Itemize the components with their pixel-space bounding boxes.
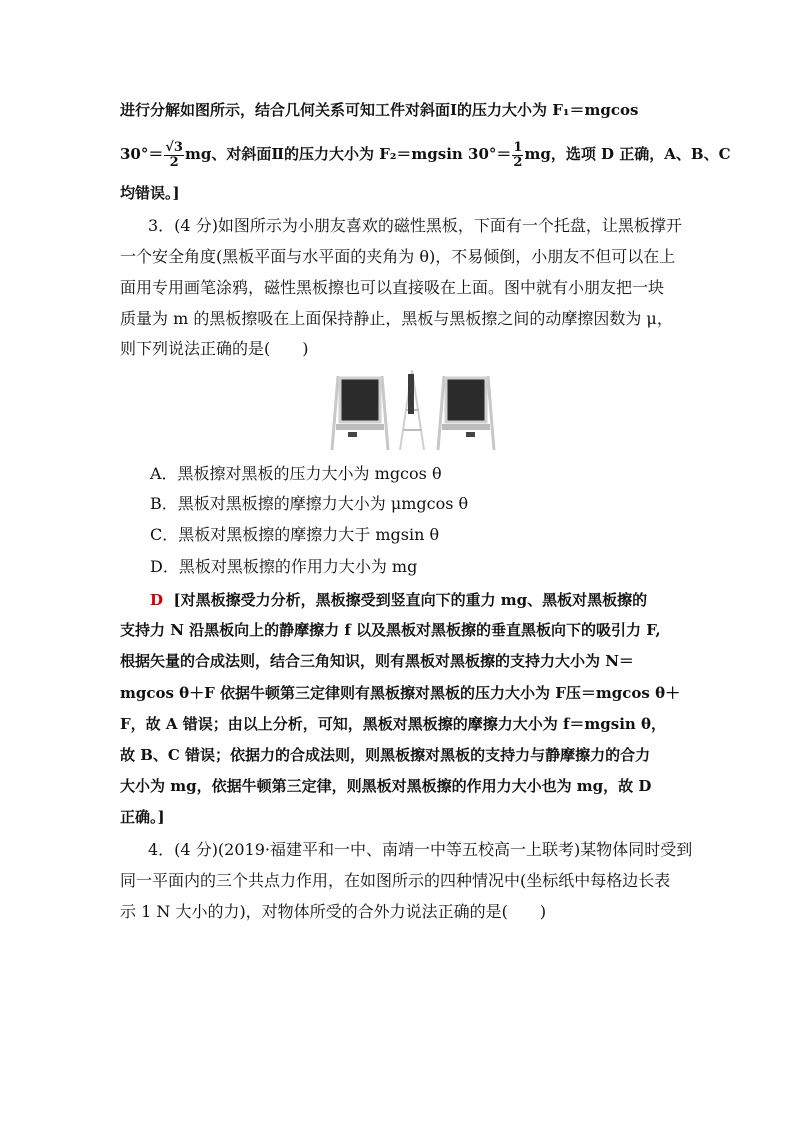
q3-answer-line-2: 支持力 N 沿黑板向上的静摩擦力 f 以及黑板对黑板擦的垂直黑板向下的吸引力 F, xyxy=(120,621,661,639)
option-b: B．黑板对黑板擦的摩擦力大小为 μmgcos θ xyxy=(150,494,469,513)
fraction-denominator: 2 xyxy=(513,154,523,170)
q3-stem-line-3: 面用专用画笔涂鸦，磁性黑板擦也可以直接吸在上面。图中就有小朋友把一块 xyxy=(120,278,665,297)
answer-letter: D xyxy=(150,591,164,609)
q3-answer-line-8: 正确。] xyxy=(120,808,165,826)
prev-l2-part-b: mg、对斜面Ⅱ的压力大小为 F₂＝mgsin 30°＝ xyxy=(184,145,512,163)
fraction-numerator: 1 xyxy=(513,139,523,155)
q3-stem-line-5: 则下列说法正确的是( ) xyxy=(120,339,309,358)
q4-stem-line-3: 示 1 N 大小的力)，对物体所受的合外力说法正确的是( ) xyxy=(120,902,547,921)
prev-answer-line-3: 均错误。] xyxy=(120,184,180,202)
option-c: C．黑板对黑板擦的摩擦力大于 mgsin θ xyxy=(150,525,440,544)
prev-answer-line-2 xyxy=(120,134,731,174)
option-d: D．黑板对黑板擦的作用力大小为 mg xyxy=(150,557,418,576)
folded-easel-side-view xyxy=(400,370,424,450)
q3-stem-line-4: 质量为 m 的黑板擦吸在上面保持静止，黑板与黑板擦之间的动摩擦因数为 μ， xyxy=(120,309,673,328)
one-half-fraction xyxy=(512,141,523,170)
sqrt3-over-2-fraction xyxy=(164,141,184,170)
q3-answer-line-5: F，故 A 错误；由以上分析，可知，黑板对黑板擦的摩擦力大小为 f＝mgsin θ， xyxy=(120,715,667,733)
q3-stem-line-1: 3．(4 分)如图所示为小朋友喜欢的磁性黑板，下面有一个托盘，让黑板撑开 xyxy=(148,216,682,235)
prev-l2-part-a: 30°＝ xyxy=(120,145,164,163)
q3-stem-line-2: 一个安全角度(黑板平面与水平面的夹角为 θ)，不易倾倒，小朋友不但可以在上 xyxy=(120,247,676,266)
q4-stem-line-1: 4．(4 分)(2019·福建平和一中、南靖一中等五校高一上联考)某物体同时受到 xyxy=(148,840,693,859)
left-easel xyxy=(332,376,388,450)
q3-answer-line-6: 故 B、C 错误；依据力的合成法则，则黑板擦对黑板的支持力与静摩擦力的合力 xyxy=(120,746,651,764)
q4-stem-line-2: 同一平面内的三个共点力作用，在如图所示的四种情况中(坐标纸中每格边长表 xyxy=(120,871,671,890)
q3-answer-line-4: mgcos θ＋F 依据牛顿第三定律则有黑板擦对黑板的压力大小为 F压＝mgcos θ＋ xyxy=(120,684,681,702)
q3-answer-line-7: 大小为 mg，依据牛顿第三定律，则黑板对黑板擦的作用力大小也为 mg，故 D xyxy=(120,777,652,795)
right-easel xyxy=(438,376,494,450)
fraction-numerator: √3 xyxy=(165,139,183,155)
q3-answer-line-3: 根据矢量的合成法则，结合三角知识，则有黑板对黑板擦的支持力大小为 N＝ xyxy=(120,652,634,670)
answer-explanation-start: [对黑板擦受力分析，黑板擦受到竖直向下的重力 mg、黑板对黑板擦的 xyxy=(173,591,648,609)
fraction-denominator: 2 xyxy=(169,154,179,170)
q3-answer-line-1 xyxy=(150,590,647,610)
prev-answer-line-1: 进行分解如图所示，结合几何关系可知工件对斜面Ⅰ的压力大小为 F₁＝mgcos xyxy=(120,101,639,119)
prev-l2-part-c: mg，选项 D 正确，A、B、C xyxy=(524,145,731,163)
option-a: A．黑板擦对黑板的压力大小为 mgcos θ xyxy=(150,464,442,483)
easel-figure xyxy=(328,366,496,452)
